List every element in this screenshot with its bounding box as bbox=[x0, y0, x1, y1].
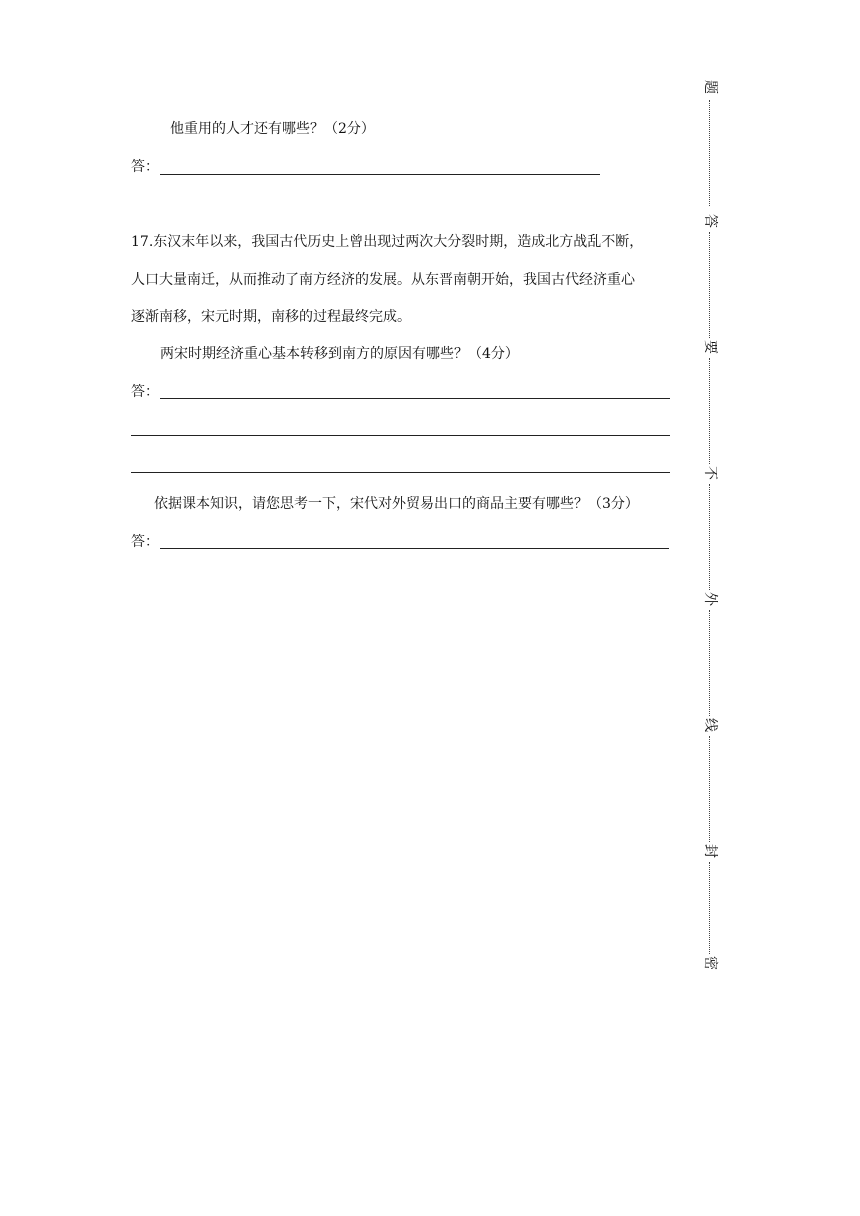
seal-char: 密 bbox=[702, 956, 718, 970]
q17-stem-line-3: 逐渐南移，宋元时期，南移的过程最终完成。 bbox=[131, 309, 411, 325]
q17-sub2-answer-label: 答： bbox=[131, 534, 159, 550]
q17-sub1-answer-line-1 bbox=[160, 398, 670, 399]
q17-sub2-answer-line bbox=[160, 548, 669, 549]
seal-char: 外 bbox=[702, 592, 718, 606]
seal-char: 要 bbox=[702, 340, 718, 354]
seal-char: 答 bbox=[702, 214, 718, 228]
q16-answer-line bbox=[160, 174, 600, 175]
q17-stem-line-1: 17.东汉末年以来，我国古代历史上曾出现过两次大分裂时期，造成北方战乱不断， bbox=[131, 234, 644, 250]
seal-char: 题 bbox=[702, 80, 718, 94]
seal-char: 线 bbox=[702, 718, 718, 732]
q17-sub1-answer-line-2 bbox=[131, 435, 670, 436]
seal-dots bbox=[709, 736, 710, 842]
seal-line bbox=[699, 76, 721, 972]
q17-stem-line-2: 人口大量南迁，从而推动了南方经济的发展。从东晋南朝开始，我国古代经济重心 bbox=[131, 272, 635, 288]
seal-dots bbox=[709, 610, 710, 716]
q16-answer-label: 答： bbox=[131, 159, 159, 175]
q17-sub1-answer-label: 答： bbox=[131, 384, 159, 400]
seal-char: 不 bbox=[702, 466, 718, 480]
seal-char: 封 bbox=[702, 844, 718, 858]
seal-dots bbox=[709, 358, 710, 464]
seal-dots bbox=[709, 862, 710, 954]
q17-subquestion-1: 两宋时期经济重心基本转移到南方的原因有哪些？（4分） bbox=[160, 346, 519, 362]
seal-dots bbox=[709, 484, 710, 590]
q17-subquestion-2: 依据课本知识，请您思考一下，宋代对外贸易出口的商品主要有哪些？（3分） bbox=[154, 496, 639, 512]
seal-dots bbox=[709, 100, 710, 206]
q16-subquestion: 他重用的人才还有哪些？（2分） bbox=[170, 121, 375, 137]
q17-sub1-answer-line-3 bbox=[131, 472, 670, 473]
seal-dots bbox=[709, 232, 710, 338]
